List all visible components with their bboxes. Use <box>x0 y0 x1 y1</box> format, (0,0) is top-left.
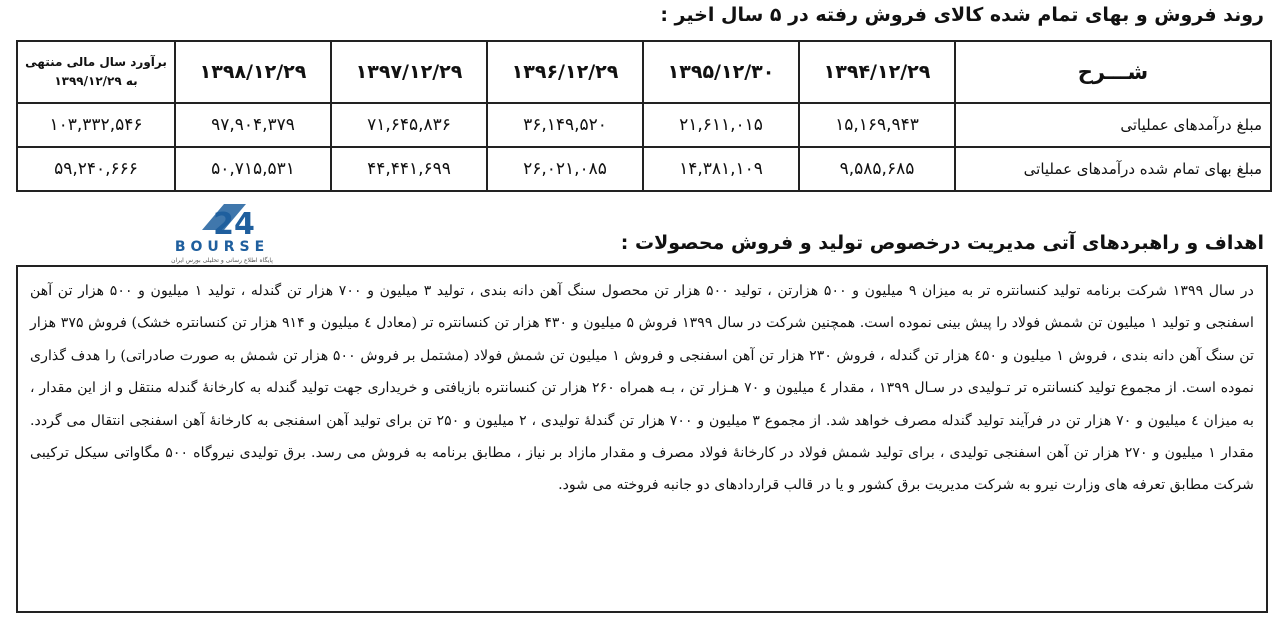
logo-word: BOURSE <box>174 239 270 255</box>
table-cell: ۹,۵۸۵,۶۸۵ <box>799 147 955 191</box>
table-cell: ۴۴,۴۴۱,۶۹۹ <box>331 147 487 191</box>
goals-section-title: اهداف و راهبردهای آتی مدیریت درخصوص تولید و فروش محصولات : <box>620 232 1264 254</box>
logo-number: 24 <box>213 207 255 242</box>
header-year-1396: ۱۳۹۶/۱۲/۲۹ <box>487 41 643 103</box>
table-row <box>17 147 1271 191</box>
table-cell: ۱۵,۱۶۹,۹۴۳ <box>799 103 955 147</box>
table-cell: ۲۱,۶۱۱,۰۱۵ <box>643 103 799 147</box>
table-cell: ۲۶,۰۲۱,۰۸۵ <box>487 147 643 191</box>
table-cell: ۷۱,۶۴۵,۸۳۶ <box>331 103 487 147</box>
header-year-1394: ۱۳۹۴/۱۲/۲۹ <box>799 41 955 103</box>
header-year-1397: ۱۳۹۷/۱۲/۲۹ <box>331 41 487 103</box>
table-cell: ۳۶,۱۴۹,۵۲۰ <box>487 103 643 147</box>
table-cell: ۹۷,۹۰۴,۳۷۹ <box>175 103 331 147</box>
bourse24-logo <box>146 196 298 268</box>
table-cell: ۵۰,۷۱۵,۵۳۱ <box>175 147 331 191</box>
header-year-1395: ۱۳۹۵/۱۲/۳۰ <box>643 41 799 103</box>
bourse24-logo-graphic <box>146 196 298 268</box>
sales-table-title: روند فروش و بهای تمام شده کالای فروش رفته در ۵ سال اخیر : <box>660 4 1264 26</box>
table-cell: ۱۰۳,۳۳۲,۵۴۶ <box>17 103 175 147</box>
row-label: مبلغ درآمدهای عملیاتی <box>955 103 1271 147</box>
table-header-row <box>17 41 1271 103</box>
logo-tagline: پایگاه اطلاع رسانی و تحلیلی بورس ایران <box>171 257 273 264</box>
header-projection-1399: برآورد سال مالی منتهی به ۱۳۹۹/۱۲/۲۹ <box>17 41 175 103</box>
header-description: شـــرح <box>955 41 1271 103</box>
goals-paragraph: در سال ۱۳۹۹ شرکت برنامه تولید کنسانتره تر به میزان ۹ میلیون و ۵۰۰ هزارتن ، تولید ۵۰۰ هزار تن محصول سنگ آهن دانه بندی ، تولید ۳ میلیون و ۷۰۰ هزار تن گندله ، تولید ۱ میلیون و ۵۰۰ هزار تن آهن اسفنجی و تولید ۱ میلیون تن شمش فولاد را پیش بینی نموده است. همچنین شرکت در سال ۱۳۹۹ فروش ۵ میلیون و ۴۳۰ هزار تن کنسانتره تر (معادل ٤ میلیون و ۹۱۴ هزار تن کنسانتره خشک) فروش ۳۷۵ هزار تن سنگ آهن دانه بندی ، فروش ۱ میلیون و ٤۵۰ هزار تن گندله ، فروش ۲۳۰ هزار تن آهن اسفنجی و فروش ۱ میلیون تن شمش فولاد (مشتمل بر فروش ۵۰۰ هزار تن شمش به صورت صادراتی) را هدف گذاری نموده است. از مجموع تولید کنسانتره تر تـولیدی در سـال ۱۳۹۹ ، مقدار ٤ میلیون و ۷۰ هـزار تن ، بـه همراه ۲۶۰ هزار تن کنسانتره بازیافتی و خریداری جهت تولید گندله به کارخانهٔ گندله منتقل و از این مقدار ، به میزان ٤ میلیون و ۷۰ هزار تن در فرآیند تولید گندله مصرف خواهد شد. از مجموع ۳ میلیون و ۷۰۰ هزار تن گندلهٔ تولیدی ، ۲ میلیون و ۲۵۰ تن برای تولید آهن اسفنجی به کارخانهٔ آهن اسفنجی انتقال می گردد. مقدار ۱ میلیون و ۲۷۰ هزار تن آهن اسفنجی تولیدی ، برای تولید شمش فولاد در کارخانهٔ فولاد مصرف و مقدار مازاد بر نیاز ، مطابق برنامه به فروش می رسد. برق تولیدی نیروگاه ۵۰۰ مگاواتی سیکل ترکیبی شرکت مطابق تعرفه های وزارت نیرو به شرکت مدیریت برق کشور و یا در قالب قراردادهای دو جانبه فروخته می شود. <box>16 265 1268 613</box>
row-label: مبلغ بهای تمام شده درآمدهای عملیاتی <box>955 147 1271 191</box>
sales-table <box>16 40 1272 192</box>
table-row <box>17 103 1271 147</box>
header-year-1398: ۱۳۹۸/۱۲/۲۹ <box>175 41 331 103</box>
table-cell: ۵۹,۲۴۰,۶۶۶ <box>17 147 175 191</box>
table-cell: ۱۴,۳۸۱,۱۰۹ <box>643 147 799 191</box>
